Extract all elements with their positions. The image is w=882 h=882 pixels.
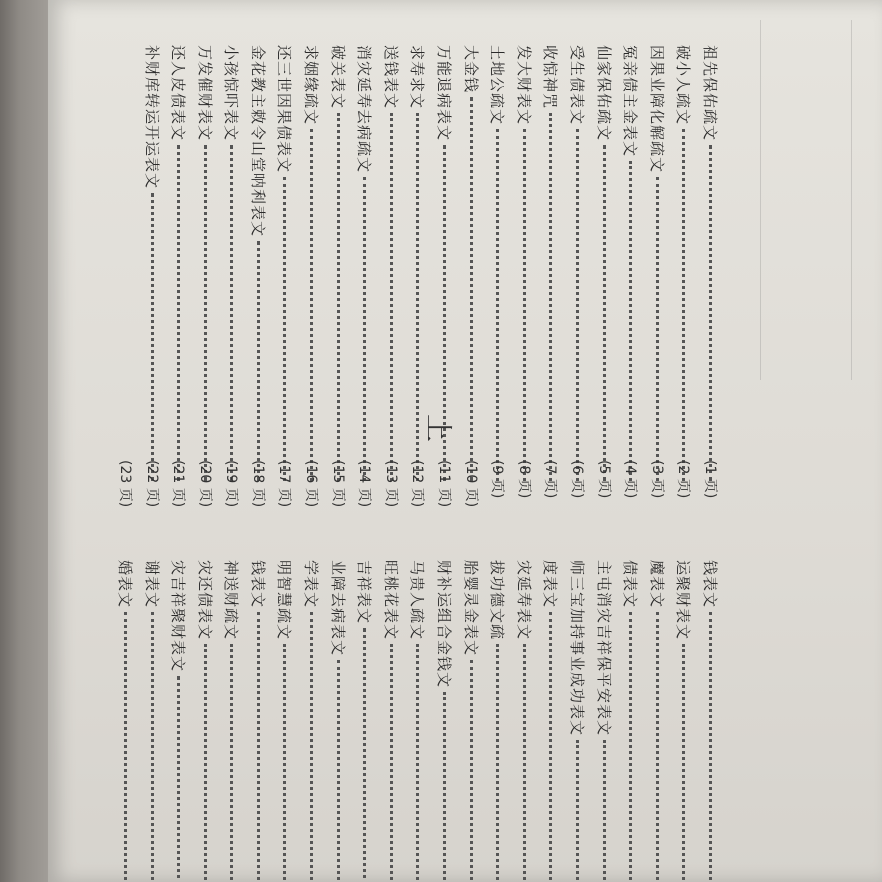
- page-number: (8 页): [515, 460, 532, 499]
- page-number: (1 页): [702, 460, 718, 499]
- toc-title: 收惊神咒: [541, 45, 560, 110]
- toc-title: 明智慧疏文: [275, 560, 294, 641]
- toc-title: 钱表文: [248, 560, 267, 609]
- leader-dots: [124, 612, 127, 882]
- toc-entry: [136, 560, 163, 882]
- toc-title: 土地公疏文: [488, 45, 507, 126]
- toc-title: 受生债表文: [568, 45, 587, 126]
- toc-title: 万发催财表文: [195, 45, 214, 142]
- leader-dots: [204, 644, 207, 882]
- page-number: (15 页): [329, 460, 346, 508]
- toc-entry: [588, 560, 615, 882]
- toc-title: 还人皮债表文: [169, 45, 188, 142]
- toc-title: 度表文: [541, 560, 560, 609]
- toc-title: 主屯消灾吉祥保平安表文: [594, 560, 613, 737]
- toc-title: 灾延寿表文: [514, 560, 533, 641]
- toc-title: 业障去病表文: [328, 560, 347, 657]
- leader-dots: [363, 628, 366, 882]
- toc-entry: [296, 560, 323, 882]
- page-number: (13 页): [382, 460, 399, 508]
- page-number: (17 页): [276, 460, 293, 508]
- toc-title: 运聚财表文: [674, 560, 693, 641]
- page-number: (2 页): [675, 460, 692, 499]
- toc-title: 拔功德文疏: [488, 560, 507, 641]
- toc-title: 婚表文: [115, 560, 134, 609]
- page-number: (10 页): [462, 460, 479, 508]
- toc-title: 金花教主敕令山堂呐利表文: [248, 45, 267, 238]
- page-number: (19 页): [223, 460, 240, 508]
- page-number: (4 页): [622, 460, 639, 499]
- toc-title: 谢表文: [142, 560, 161, 609]
- toc-title: 灾吉祥聚财表文: [169, 560, 188, 673]
- toc-title: 发大财表文: [514, 45, 533, 126]
- leader-dots: [177, 676, 180, 882]
- toc-title: 债表文: [621, 560, 640, 609]
- leader-dots: [576, 740, 579, 882]
- page-number: (16 页): [303, 460, 320, 508]
- toc-title: 求寿求文: [408, 45, 427, 110]
- toc-entry: [694, 560, 721, 882]
- toc-entry: [508, 560, 535, 882]
- toc-title: 求姻缘疏文: [302, 45, 321, 126]
- leader-dots: [629, 612, 632, 882]
- leader-dots: [709, 612, 712, 882]
- page-number: (3 页): [648, 460, 665, 499]
- page-number: (18 页): [249, 460, 266, 508]
- leader-dots: [496, 644, 499, 882]
- toc-title: 大金钱: [461, 45, 480, 94]
- toc-title: 仙家保佑疏文: [594, 45, 613, 142]
- leader-dots: [523, 644, 526, 882]
- toc-title: 学表文: [302, 560, 321, 609]
- toc-left-column: [109, 560, 721, 882]
- page-number: (6 页): [569, 460, 586, 499]
- toc-title: 小孩惊吓表文: [222, 45, 241, 142]
- toc-title: 旺桃花表文: [381, 560, 400, 641]
- leader-dots: [337, 660, 340, 882]
- leader-dots: [549, 612, 552, 882]
- leader-dots: [443, 692, 446, 882]
- toc-title: 因果业障化解疏文: [647, 45, 666, 174]
- toc-title: 冤亲债主金表文: [621, 45, 640, 158]
- toc-entry: [189, 560, 216, 882]
- page-number: (21 页): [170, 460, 187, 508]
- page-number: (20 页): [196, 460, 213, 508]
- volume-marker: 上: [422, 414, 455, 443]
- toc-entry: [668, 560, 695, 882]
- toc-entry: [455, 560, 482, 882]
- toc-entry: [109, 560, 136, 882]
- toc-title: 马贵人疏文: [408, 560, 427, 641]
- page-number: (23 页): [116, 460, 133, 508]
- toc-title: 还三世因果债表文: [275, 45, 294, 174]
- toc-title: 消灾延寿去病疏文: [355, 45, 374, 174]
- toc-title: 破小人疏文: [674, 45, 693, 126]
- toc-entry: [561, 560, 588, 882]
- leader-dots: [682, 644, 685, 882]
- leader-dots: [603, 740, 606, 882]
- page-number: (7 页): [542, 460, 559, 499]
- toc-title: 补财库转运开运表文: [142, 45, 161, 190]
- toc-entry: [242, 560, 269, 882]
- toc-entry: [428, 560, 455, 882]
- page-number: (14 页): [356, 460, 373, 508]
- page-number: (12 页): [409, 460, 426, 508]
- toc-entry: [641, 560, 668, 882]
- leader-dots: [310, 612, 313, 882]
- toc-title: 胎婴灵金表文: [461, 560, 480, 657]
- page-number: (11 页): [436, 460, 453, 508]
- leader-dots: [230, 644, 233, 882]
- leader-dots: [470, 660, 473, 882]
- toc-title: 破关表文: [328, 45, 347, 110]
- leader-dots: [151, 612, 154, 882]
- toc-entry: [163, 560, 190, 882]
- leader-dots: [656, 612, 659, 882]
- leader-dots: [257, 612, 260, 882]
- toc-entry: [375, 560, 402, 882]
- toc-title: 魔表文: [647, 560, 666, 609]
- toc-entry: [322, 560, 349, 882]
- leader-dots: [390, 644, 393, 882]
- toc-entry: [535, 560, 562, 882]
- toc-entry: [269, 560, 296, 882]
- toc-title: 财补运组合金钱文: [435, 560, 454, 689]
- page-number: (22 页): [143, 460, 160, 508]
- toc-entry: [402, 560, 429, 882]
- toc-title: 万能退病表文: [435, 45, 454, 142]
- page-number: (5 页): [595, 460, 612, 499]
- toc-entry: [216, 560, 243, 882]
- page-number: (9 页): [489, 460, 506, 499]
- toc-title: 祖先保佑疏文: [701, 45, 719, 142]
- toc-title: 送钱表文: [381, 45, 400, 110]
- toc-title: 神送财疏文: [222, 560, 241, 641]
- leader-dots: [284, 644, 287, 882]
- toc-title: 钱表文: [701, 560, 719, 609]
- toc-title: 师三宝加持事业成功表文: [568, 560, 587, 737]
- toc-title: 吉祥表文: [355, 560, 374, 625]
- toc-title: 灾还债表文: [195, 560, 214, 641]
- toc-entry: [615, 560, 642, 882]
- toc-entry: [349, 560, 376, 882]
- leader-dots: [416, 644, 419, 882]
- toc-entry: [482, 560, 509, 882]
